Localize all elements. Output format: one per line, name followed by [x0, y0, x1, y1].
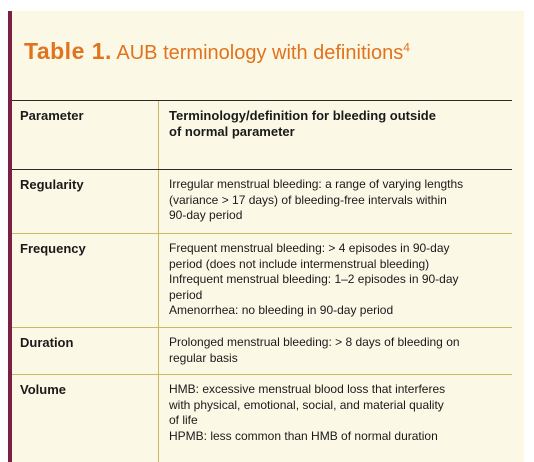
definition-line: HPMB: less common than HMB of normal duration: [169, 428, 438, 443]
definition-duration: [159, 328, 512, 374]
definition-frequency: [159, 234, 512, 327]
definition-line: regular basis: [169, 350, 238, 365]
table-row: [12, 234, 512, 328]
parameter-frequency: Frequency: [12, 234, 159, 327]
definition-line: period (does not include intermenstrual bleeding): [169, 256, 430, 271]
definition-line: (variance > 17 days) of bleeding-free intervals within: [169, 192, 447, 207]
table-panel: [8, 11, 524, 462]
parameter-duration: Duration: [12, 328, 159, 374]
definition-volume: [159, 375, 512, 462]
header-definition: [159, 101, 512, 169]
parameter-regularity: Regularity: [12, 170, 159, 233]
parameter-volume: Volume: [12, 375, 159, 462]
definition-line: with physical, emotional, social, and material quality: [169, 397, 444, 412]
definition-line: 90-day period: [169, 208, 243, 222]
table-header-row: [12, 101, 512, 170]
table-row: [12, 328, 512, 375]
definition-line: period: [169, 287, 203, 302]
definition-line: Prolonged menstrual bleeding: > 8 days of bleeding on: [169, 335, 460, 349]
table-number: Table 1.: [24, 38, 112, 64]
definition-line: Amenorrhea: no bleeding in 90-day period: [169, 303, 394, 317]
definition-line: Irregular menstrual bleeding: a range of varying lengths: [169, 177, 464, 191]
header-parameter: Parameter: [12, 101, 159, 169]
table-row: [12, 170, 512, 234]
table-row: [12, 375, 512, 462]
definition-regularity: [159, 170, 512, 233]
aub-terminology-table: [12, 100, 512, 462]
definition-line: of life: [169, 413, 198, 427]
header-line: Terminology/definition for bleeding outside: [169, 108, 436, 123]
definition-line: Infrequent menstrual bleeding: 1–2 episodes in 90-day: [169, 272, 459, 286]
header-line: of normal parameter: [169, 124, 295, 139]
definition-line: HMB: excessive menstrual blood loss that interferes: [169, 382, 446, 396]
table-title: AUB terminology with definitions: [116, 42, 404, 64]
definition-line: Frequent menstrual bleeding: > 4 episodes in 90-day: [169, 241, 450, 255]
reference-superscript: 4: [403, 40, 410, 55]
table-caption: [24, 38, 410, 66]
